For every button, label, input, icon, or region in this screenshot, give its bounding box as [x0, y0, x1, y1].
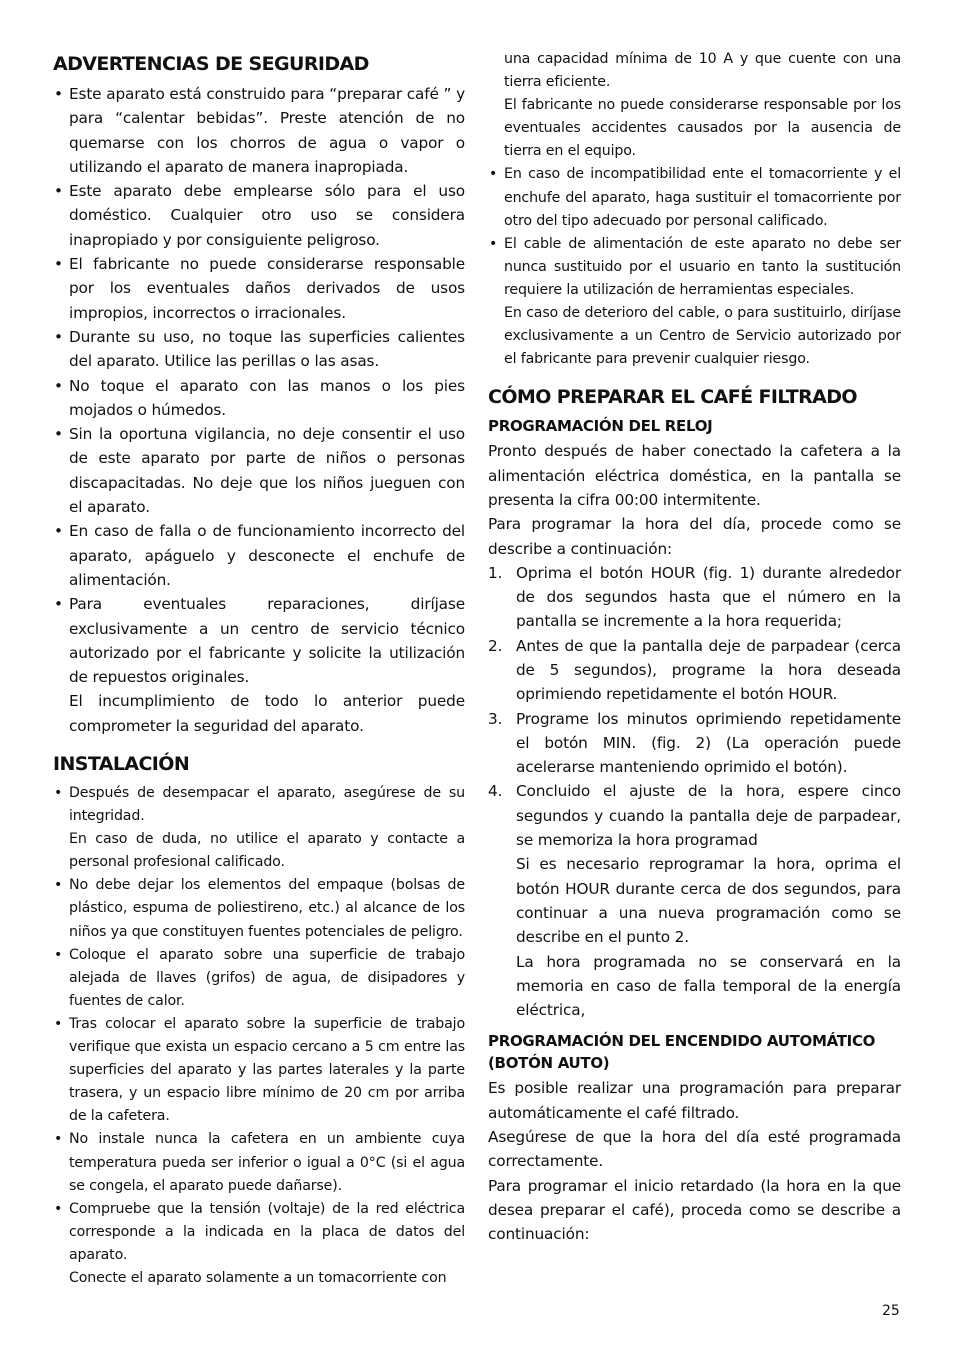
paragraph: Es posible realizar una programación para preparar automáticamente el café filtrado. — [488, 1079, 901, 1122]
step-number: 4. — [488, 782, 503, 801]
step-text: Concluido el ajuste de la hora, espere cinco segundos y cuando la pantalla deje de parpadear, se memoriza la hora programad — [516, 782, 901, 850]
continued-text: una capacidad mínima de 10 A y que cuente con una tierra eficiente. — [504, 51, 901, 91]
safety-list — [53, 82, 465, 689]
list-item: • En caso de incompatibilidad ente el tomacorriente y el enchufe del aparato, haga sustituir el tomacorriente por otro del tipo adecuado por personal calificado. — [488, 163, 901, 232]
list-item-extra: En caso de deterioro del cable, o para sustituirlo, diríjase exclusivamente a un Centro de Servicio autorizado por el fabricante para prevenir cualquier riesgo. — [504, 305, 901, 368]
right-column — [488, 48, 901, 1247]
continued-text: El fabricante no puede considerarse responsable por los eventuales accidentes causados por la ausencia de tierra en el equipo. — [504, 97, 901, 160]
list-item-text: Compruebe que la tensión (voltaje) de la red eléctrica corresponde a la indicada en la placa de datos del aparato. — [69, 1200, 465, 1263]
steps-list — [488, 561, 901, 1023]
section-title-coffee: CÓMO PREPARAR EL CAFÉ FILTRADO — [488, 386, 857, 409]
step-item — [488, 779, 901, 1022]
paragraph: Pronto después de haber conectado la cafetera a la alimentación eléctrica doméstica, en la pantalla se presenta la cifra 00:00 intermitente. — [488, 442, 901, 509]
step-number: 1. — [488, 563, 503, 582]
section-title-safety: ADVERTENCIAS DE SEGURIDAD — [53, 53, 369, 75]
list-item — [53, 1198, 465, 1290]
list-item: • No instale nunca la cafetera en un ambiente cuya temperatura pueda ser inferior o igual a 0°C (si el agua se congela, el aparato puede dañarse). — [53, 1128, 465, 1197]
step-item — [488, 707, 901, 780]
list-item-text: El cable de alimentación de este aparato no debe ser nunca sustituido por el usuario en tanto la sustitución requiere la utilización de herramientas especiales. — [504, 235, 901, 298]
paragraph: Asegúrese de que la hora del día esté programada correctamente. — [488, 1128, 901, 1171]
installation-list-continued — [488, 163, 901, 371]
step-number: 3. — [488, 709, 503, 728]
step-extra: Si es necesario reprogramar la hora, oprima el botón HOUR durante cerca de dos segundos, para continuar a una nueva programación como se describe en el punto 2. — [516, 855, 901, 947]
step-item — [488, 634, 901, 707]
list-item: • Durante su uso, no toque las superficies calientes del aparato. Utilice las perillas o las asas. — [53, 325, 465, 374]
section-title-installation: INSTALACIÓN — [53, 753, 190, 776]
paragraph: Para programar el inicio retardado (la hora en la que desea preparar el café), proceda como se describe a continuación: — [488, 1176, 901, 1244]
list-item: • Para eventuales reparaciones, diríjase exclusivamente a un centro de servicio técnico autorizado por el fabricante y solicite la utilización de repuestos originales. — [53, 592, 465, 689]
subsection-title-clock: PROGRAMACIÓN DEL RELOJ — [488, 417, 713, 436]
list-item-text: Después de desempacar el aparato, asegúrese de su integridad. — [69, 785, 465, 825]
list-item: • Tras colocar el aparato sobre la superficie de trabajo verifique que exista un espacio cercano a 5 cm entre las superficies del aparato y las partes laterales y la parte trasera, y un espacio libre mínimo de 20 cm por arriba de la cafetera. — [53, 1013, 465, 1128]
subsection-title-auto: PROGRAMACIÓN DEL ENCENDIDO AUTOMÁTICO (BOTÓN AUTO) — [488, 1032, 876, 1073]
step-extra: La hora programada no se conservará en la memoria en caso de falla temporal de la energía eléctrica, — [516, 952, 901, 1020]
step-item — [488, 561, 901, 634]
installation-list — [53, 782, 465, 1290]
step-text: Oprima el botón HOUR (fig. 1) durante alrededor de dos segundos hasta que el número en la pantalla se incremente a la hora requerida; — [516, 563, 901, 631]
list-item: • Este aparato está construido para “preparar café ” y para “calentar bebidas”. Preste atención de no quemarse con los chorros de agua o vapor o utilizando el aparato de manera inapropiada. — [53, 82, 465, 179]
list-item: • Este aparato debe emplearse sólo para el uso doméstico. Cualquier otro uso se considera inapropiado y por consiguiente peligroso. — [53, 179, 465, 252]
page-number: 25 — [882, 1303, 900, 1319]
list-item-extra: En caso de duda, no utilice el aparato y contacte a personal profesional calificado. — [69, 831, 465, 871]
list-item: • El fabricante no puede considerarse responsable por los eventuales daños derivados de usos impropios, incorrectos o irracionales. — [53, 252, 465, 325]
list-item — [488, 233, 901, 372]
list-item: • Coloque el aparato sobre una superficie de trabajo alejada de llaves (grifos) de agua, de disipadores y fuentes de calor. — [53, 944, 465, 1013]
list-item: • No debe dejar los elementos del empaque (bolsas de plástico, espuma de poliestireno, etc.) al alcance de los niños ya que constituyen fuentes potenciales de peligro. — [53, 874, 465, 943]
step-text: Programe los minutos oprimiendo repetidamente el botón MIN. (fig. 2) (La operación puede acelerarse manteniendo oprimido el botón). — [516, 709, 901, 777]
list-item: • En caso de falla o de funcionamiento incorrecto del aparato, apáguelo y desconecte el enchufe de alimentación. — [53, 519, 465, 592]
step-number: 2. — [488, 636, 503, 655]
list-item-extra: Conecte el aparato solamente a un tomacorriente con — [69, 1269, 447, 1286]
step-text: Antes de que la pantalla deje de parpadear (cerca de 5 segundos), programe la hora deseada oprimiendo repetidamente el botón HOUR. — [516, 636, 901, 704]
list-item: • Sin la oportuna vigilancia, no deje consentir el uso de este aparato por parte de niños o personas discapacitadas. No deje que los niños jueguen con el aparato. — [53, 422, 465, 519]
list-item: • No toque el aparato con las manos o los pies mojados o húmedos. — [53, 374, 465, 423]
safety-tail: El incumplimiento de todo lo anterior puede comprometer la seguridad del aparato. — [69, 692, 465, 735]
left-column — [53, 46, 465, 1290]
list-item — [53, 782, 465, 874]
paragraph: Para programar la hora del día, procede como se describe a continuación: — [488, 515, 901, 558]
